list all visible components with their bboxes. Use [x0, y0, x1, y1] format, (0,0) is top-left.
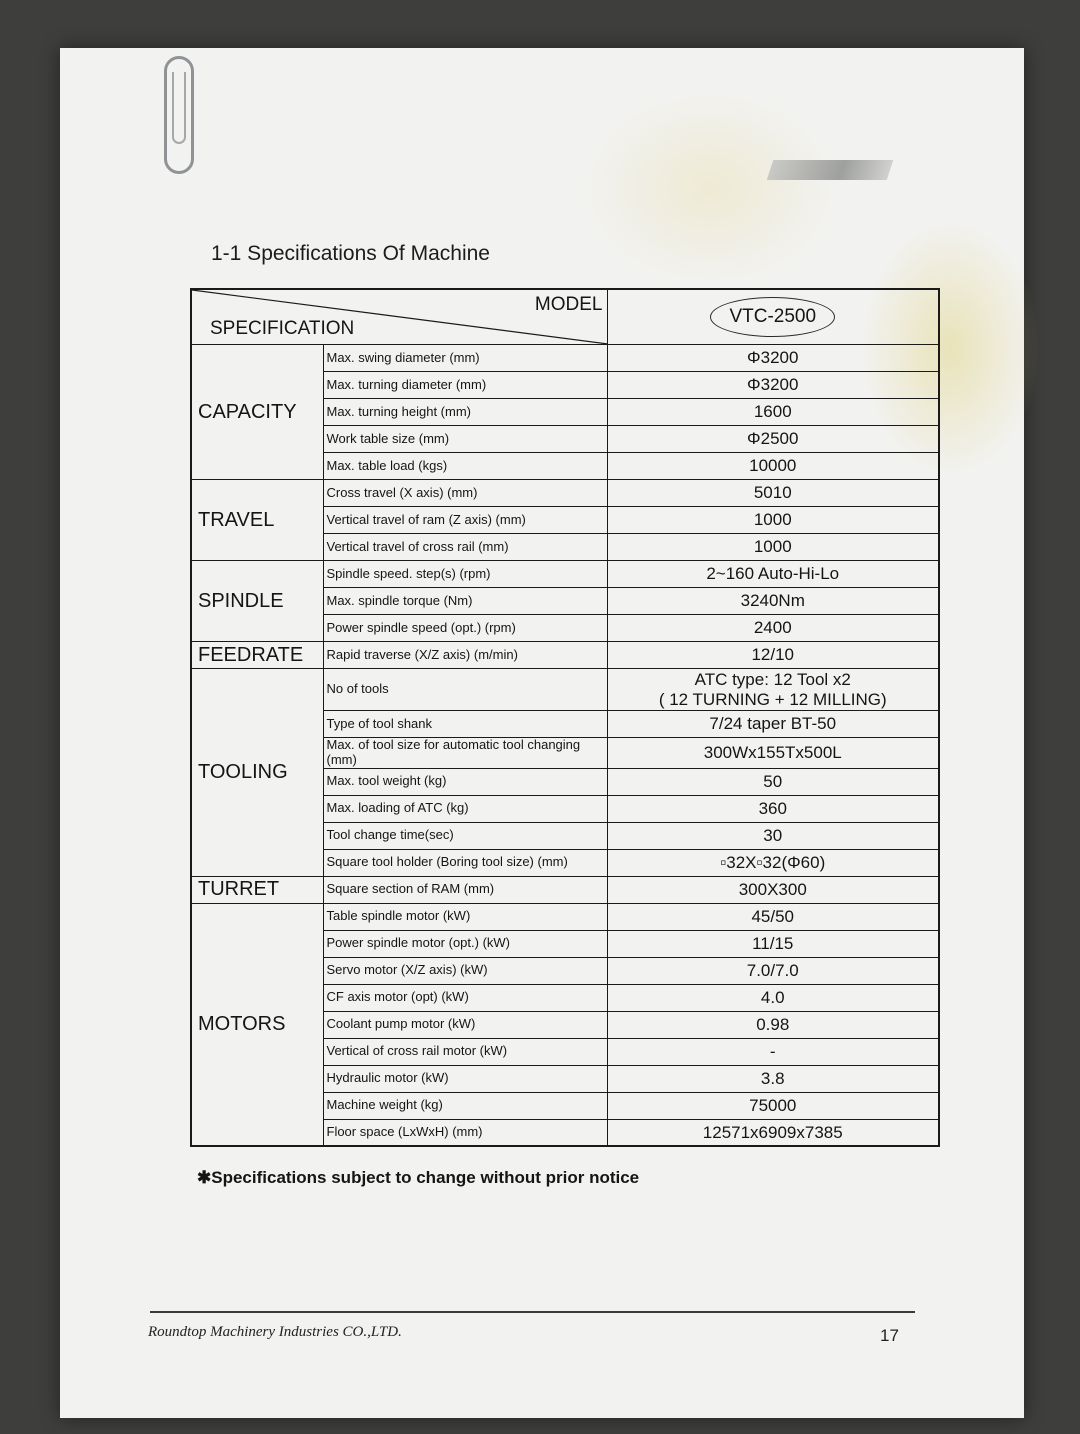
spec-item: Work table size (mm): [323, 426, 607, 453]
spec-item: CF axis motor (opt) (kW): [323, 984, 607, 1011]
spec-value: 50: [763, 772, 783, 792]
spec-item: Vertical travel of ram (Z axis) (mm): [323, 507, 607, 534]
spec-item: Machine weight (kg): [323, 1092, 607, 1119]
spec-item: Vertical travel of cross rail (mm): [323, 534, 607, 561]
spec-value: 0.98: [756, 1015, 790, 1035]
spec-item: Max. swing diameter (mm): [323, 345, 607, 372]
spec-value-cell: [607, 507, 939, 534]
category-label: TURRET: [191, 876, 323, 903]
table-row: [191, 345, 939, 372]
spec-value: 12571x6909x7385: [702, 1122, 843, 1142]
spec-value-cell: [607, 876, 939, 903]
spec-value-cell: [607, 822, 939, 849]
spec-value: -: [769, 1042, 776, 1062]
spec-value: 3.8: [760, 1069, 785, 1089]
spec-item: Max. of tool size for automatic tool changing (mm): [323, 738, 607, 769]
spec-item: No of tools: [323, 669, 607, 711]
spec-item: Hydraulic motor (kW): [323, 1065, 607, 1092]
spec-item: Servo motor (X/Z axis) (kW): [323, 957, 607, 984]
spec-value: Φ2500: [747, 429, 799, 449]
spec-value-cell: [607, 345, 939, 372]
spec-item: Max. table load (kgs): [323, 453, 607, 480]
spec-value-cell: [607, 738, 939, 769]
spec-value: 1600: [753, 402, 792, 422]
page-number: 17: [880, 1326, 899, 1345]
spec-value-cell: [607, 795, 939, 822]
category-label: SPINDLE: [191, 561, 323, 642]
spec-value-cell: [607, 426, 939, 453]
table-row: [191, 561, 939, 588]
spec-value: 1000: [753, 537, 792, 557]
table-row: [191, 669, 939, 711]
spec-value-cell: [607, 372, 939, 399]
spec-value: 5010: [753, 483, 792, 503]
spec-value: 4.0: [760, 988, 785, 1008]
spec-value: 75000: [749, 1096, 797, 1116]
spec-item: Table spindle motor (kW): [323, 903, 607, 930]
company-name: Roundtop Machinery Industries CO.,LTD.: [148, 1324, 402, 1340]
spec-value-cell: [607, 711, 939, 738]
spec-value: ATC type: 12 Tool x2: [694, 669, 851, 689]
spec-value-cell: [607, 930, 939, 957]
spec-item: Coolant pump motor (kW): [323, 1011, 607, 1038]
category-label: MOTORS: [191, 903, 323, 1146]
category-label: CAPACITY: [191, 345, 323, 480]
model-value: VTC-2500: [710, 297, 835, 337]
table-row: [191, 642, 939, 669]
spec-value-cell: [607, 768, 939, 795]
spec-item: Cross travel (X axis) (mm): [323, 480, 607, 507]
spec-item: Floor space (LxWxH) (mm): [323, 1119, 607, 1146]
spec-value-cell: [607, 1065, 939, 1092]
spec-item: Square section of RAM (mm): [323, 876, 607, 903]
spec-value: 2400: [753, 618, 792, 638]
spec-value: 1000: [753, 510, 792, 530]
spec-value: 300Wx155Tx500L: [703, 743, 842, 763]
spec-value: 10000: [749, 456, 797, 476]
spec-value: 360: [758, 799, 787, 819]
table-row: [191, 480, 939, 507]
spec-value-cell: [607, 453, 939, 480]
header-spec-label: SPECIFICATION: [210, 318, 355, 340]
spec-value-cell: [607, 903, 939, 930]
spec-value-cell: [607, 1011, 939, 1038]
spec-value: 3240Nm: [740, 591, 805, 611]
spec-item: Spindle speed. step(s) (rpm): [323, 561, 607, 588]
category-label: FEEDRATE: [191, 642, 323, 669]
spec-value-cell: [607, 399, 939, 426]
spec-value-cell: [607, 1119, 939, 1146]
spec-item: Vertical of cross rail motor (kW): [323, 1038, 607, 1065]
spec-value-cell: [607, 1038, 939, 1065]
spec-value-cell: [607, 984, 939, 1011]
category-label: TRAVEL: [191, 480, 323, 561]
spec-item: Max. turning height (mm): [323, 399, 607, 426]
spec-item: Max. tool weight (kg): [323, 768, 607, 795]
spec-value: 7.0/7.0: [746, 961, 799, 981]
spec-value: 30: [763, 826, 783, 846]
spec-value: 12/10: [751, 645, 795, 665]
spec-item: Power spindle motor (opt.) (kW): [323, 930, 607, 957]
model-value-cell: [607, 289, 939, 345]
spec-value: 7/24 taper BT-50: [709, 714, 837, 734]
spec-value: 45/50: [751, 907, 795, 927]
table-row: [191, 876, 939, 903]
stain: [580, 88, 840, 288]
spec-value: ▫32X▫32(Φ60): [720, 853, 826, 873]
category-label: TOOLING: [191, 669, 323, 877]
spec-value: 11/15: [752, 934, 794, 954]
spec-value: Φ3200: [747, 348, 799, 368]
spec-value-cell: [607, 957, 939, 984]
header-model-label: MODEL: [534, 294, 603, 315]
spec-value-cell: [607, 642, 939, 669]
spec-item: Tool change time(sec): [323, 822, 607, 849]
spec-value-cell: [607, 588, 939, 615]
table-header-row: [191, 289, 939, 345]
spec-item: Max. turning diameter (mm): [323, 372, 607, 399]
spec-value: 2~160 Auto-Hi-Lo: [706, 564, 840, 584]
spec-value-cell: [607, 849, 939, 876]
spec-item: Square tool holder (Boring tool size) (mm): [323, 849, 607, 876]
spec-value-cell: [607, 561, 939, 588]
spec-item: Max. spindle torque (Nm): [323, 588, 607, 615]
spec-value-cell: [607, 534, 939, 561]
spec-value: Φ3200: [747, 375, 799, 395]
footer-rule: [150, 1311, 915, 1313]
spec-value-cell: [607, 615, 939, 642]
spec-value: 300X300: [738, 880, 807, 900]
spec-item: Type of tool shank: [323, 711, 607, 738]
spec-item: Rapid traverse (X/Z axis) (m/min): [323, 642, 607, 669]
header-diagonal-cell: [191, 289, 607, 345]
spec-value-cell: [607, 1092, 939, 1119]
spec-table: [190, 288, 940, 1147]
spec-value-cell: [607, 480, 939, 507]
company-logo: [767, 160, 893, 180]
spec-item: Max. loading of ATC (kg): [323, 795, 607, 822]
section-title: 1-1 Specifications Of Machine: [211, 242, 490, 265]
paperclip-inner-icon: [172, 72, 186, 144]
spec-item: Power spindle speed (opt.) (rpm): [323, 615, 607, 642]
spec-value-cell: [607, 669, 939, 711]
spec-value-line2: ( 12 TURNING + 12 MILLING): [658, 689, 887, 709]
footnote: ✱Specifications subject to change without prior notice: [197, 1168, 640, 1187]
table-row: [191, 903, 939, 930]
